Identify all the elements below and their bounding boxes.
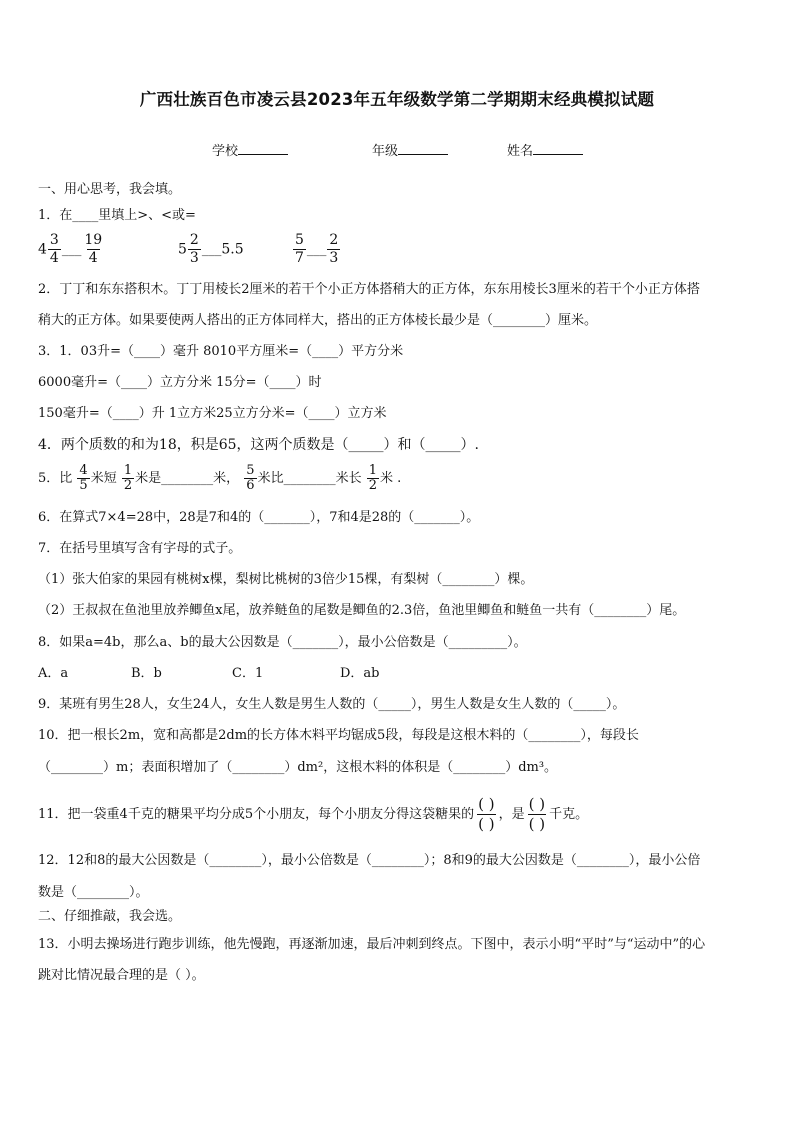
question-10-line-2: （________）m；表面积增加了（________）dm²，这根木料的体积是（________）dm³。 — [38, 760, 558, 775]
question-1-stem: 1．在____里填上>、<或= — [38, 208, 196, 223]
question-7-sub-1: （1）张大伯家的果园有桃树x棵，梨树比桃树的3倍少15棵，有梨树（________）棵。 — [38, 572, 534, 587]
question-8-option-b: B．b — [131, 666, 162, 681]
fraction: $\frac{1}{2}$ — [123, 463, 133, 493]
question-2-line-1: 2．丁丁和东东搭积木。丁丁用棱长2厘米的若干个小正方体搭稍大的正方体，东东用棱长3厘米的若干个小正方体搭 — [38, 282, 700, 297]
question-4: 4．两个质数的和为18，积是65，这两个质数是（_____）和（_____）. — [38, 437, 479, 453]
question-3-line-1: 3．1．03升=（____）毫升 8010平方厘米=（____）平方分米 — [38, 344, 404, 359]
name-field — [507, 140, 583, 159]
fraction-blank: ( ) ( ) — [478, 795, 495, 833]
question-7-stem: 7．在括号里填写含有字母的式子。 — [38, 541, 242, 556]
fraction: $\frac{5}{7}$ — [295, 232, 304, 266]
fraction: $\frac{1}{2}$ — [368, 463, 378, 493]
question-8-option-d: D．ab — [340, 666, 380, 681]
section-1-heading: 一、用心思考，我会填。 — [38, 182, 182, 197]
question-8-option-c: C．1 — [232, 666, 264, 681]
school-field — [212, 140, 288, 159]
fraction: $\frac{3}{4}$ — [49, 232, 59, 266]
question-1-item-c — [292, 232, 341, 267]
grade-field — [372, 140, 448, 159]
question-12-line-1: 12．12和8的最大公因数是（________），最小公倍数是（________）；8和9的最大公因数是（________），最小公倍 — [38, 853, 701, 868]
grade-blank — [398, 142, 448, 155]
fraction: $\frac{5}{6}$ — [246, 463, 255, 493]
decimal-value: 5.5 — [221, 241, 244, 258]
fraction-blank: ( ) ( ) — [528, 795, 546, 833]
mixed-whole: 4 — [38, 241, 47, 258]
question-5: 5．比 $\frac{4}{5}$ 米短 $\frac{1}{2}$ 米是________米， $\frac{5}{6}$ 米比________米长 $\frac{1}{2}$ 米 . — [38, 463, 402, 493]
compare-blank: ___ — [201, 242, 222, 257]
school-label: 学校 — [212, 144, 239, 159]
question-1-item-b — [178, 232, 244, 267]
question-8-option-a: A．a — [38, 666, 69, 681]
question-13-line-2: 跳对比情况最合理的是（ ）。 — [38, 968, 205, 983]
exam-title: 广西壮族百色市凌云县2023年五年级数学第二学期期末经典模拟试题 — [139, 90, 655, 109]
fraction: $\frac{19}{4}$ — [84, 232, 103, 266]
question-12-line-2: 数是（________）。 — [38, 885, 149, 900]
school-blank — [238, 142, 288, 155]
question-10-line-1: 10．把一根长2m，宽和高都是2dm的长方体木料平均锯成5段，每段是这根木料的（________），每段长 — [38, 728, 639, 743]
question-3-line-3: 150毫升=（____）升 1立方米25立方分米=（____）立方米 — [38, 406, 387, 421]
question-6: 6．在算式7×4=28中，28是7和4的（_______），7和4是28的（_______）。 — [38, 510, 480, 525]
section-2-heading: 二、仔细推敲，我会选。 — [38, 909, 182, 924]
question-11: 11．把一袋重4千克的糖果平均分成5个小朋友，每个小朋友分得这袋糖果的 ( ) ( ) ，是 ( ) ( ) 千克。 — [38, 795, 589, 833]
question-2-line-2: 稍大的正方体。如果要使两人搭出的正方体同样大，搭出的正方体棱长最少是（________）厘米。 — [38, 313, 598, 328]
name-label: 姓名 — [507, 144, 534, 159]
grade-label: 年级 — [372, 144, 399, 159]
compare-blank: ___ — [306, 242, 327, 257]
question-1-item-a — [38, 232, 105, 267]
question-3-line-2: 6000毫升=（____）立方分米 15分=（____）时 — [38, 375, 322, 390]
question-7-sub-2: （2）王叔叔在鱼池里放养鲫鱼x尾，放养鲢鱼的尾数是鲫鱼的2.3倍，鱼池里鲫鱼和鲢鱼一共有（________）尾。 — [38, 603, 686, 618]
question-13-line-1: 13．小明去操场进行跑步训练，他先慢跑，再逐渐加速，最后冲刺到终点。下图中，表示小明“平时”与“运动中”的心 — [38, 937, 706, 952]
fraction: $\frac{4}{5}$ — [79, 463, 88, 493]
mixed-whole: 5 — [178, 241, 187, 258]
name-blank — [533, 142, 583, 155]
fraction: $\frac{2}{3}$ — [329, 232, 339, 266]
question-8-stem: 8．如果a=4b，那么a、b的最大公因数是（_______），最小公倍数是（_________）。 — [38, 635, 527, 650]
fraction: $\frac{2}{3}$ — [189, 232, 199, 266]
question-9: 9．某班有男生28人，女生24人，女生人数是男生人数的（_____），男生人数是女生人数的（_____）。 — [38, 697, 626, 712]
compare-blank: ___ — [61, 242, 82, 257]
